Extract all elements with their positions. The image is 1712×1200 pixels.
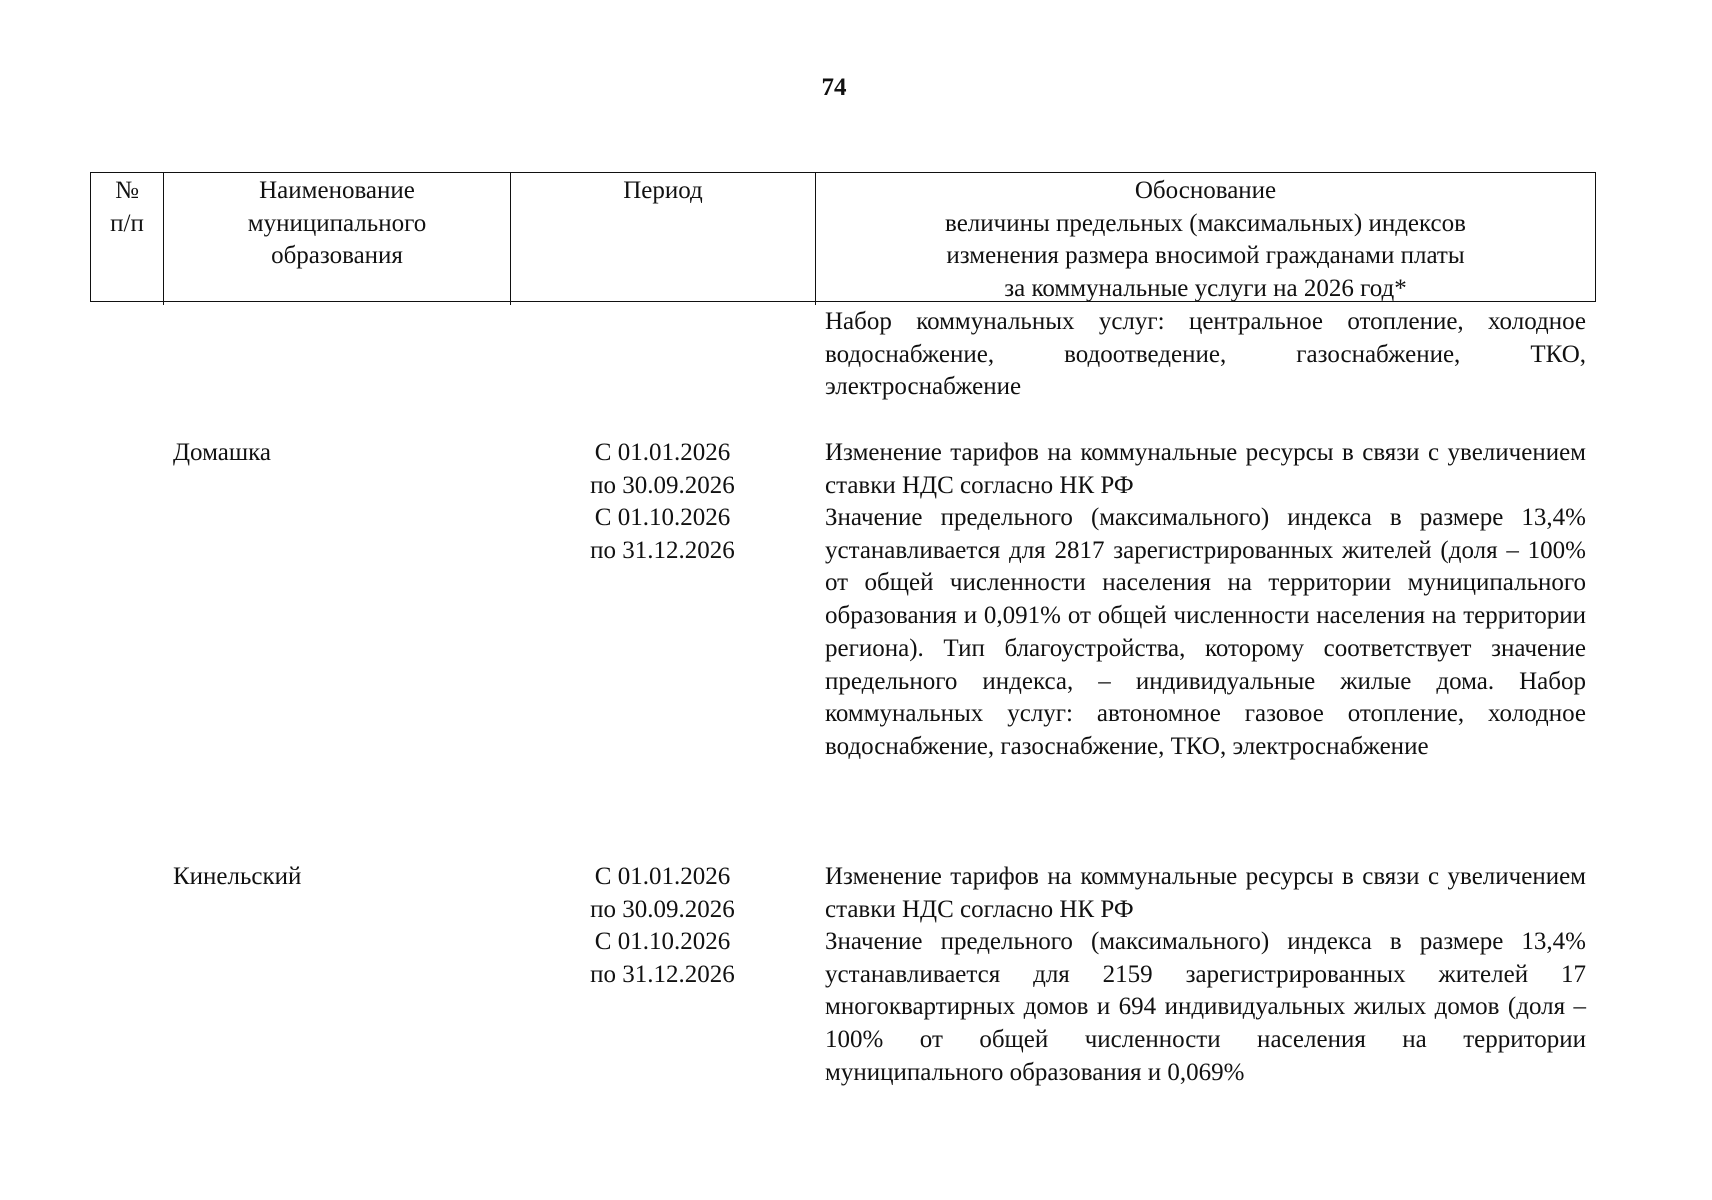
header-text: образования [271, 242, 403, 269]
period-line: по 30.09.2026 [590, 471, 735, 499]
header-municipality-column [163, 173, 510, 305]
period-line: С 01.10.2026 [594, 504, 731, 532]
period-line: С 01.01.2026 [594, 863, 731, 890]
header-text: Наименование [259, 177, 415, 204]
period-cell [560, 437, 765, 568]
header-text: № [115, 177, 139, 204]
period-cell [560, 861, 765, 992]
period-line: С 01.01.2026 [594, 439, 731, 466]
period-line: по 30.09.2026 [590, 895, 735, 923]
period-line: по 31.12.2026 [590, 961, 735, 989]
table-header [90, 172, 1596, 302]
municipality-name: Кинельский [173, 863, 302, 890]
header-text: за коммунальные услуги на 2026 год* [1004, 274, 1407, 302]
reason-text: Изменение тарифов на коммунальные ресурсы в связи с увеличением ставки НДС согласно НК РФ [825, 439, 1586, 499]
continuation-text: Набор коммунальных услуг: центральное отопление, холодное водоснабжение, водоотведение, газоснабжение, ТКО, электроснабжение [825, 308, 1586, 401]
header-text: величины предельных (максимальных) индексов [945, 209, 1466, 237]
header-justification-column [815, 173, 1595, 305]
period-line: по 31.12.2026 [590, 537, 735, 565]
header-text: муниципального [247, 209, 427, 237]
municipality-name: Домашка [173, 439, 271, 466]
header-number-column [91, 173, 163, 305]
page-number: 74 [821, 74, 847, 101]
header-text: Обоснование [1134, 177, 1277, 204]
header-text: п/п [110, 209, 144, 237]
header-text: Период [623, 177, 703, 204]
justification-text: Значение предельного (максимального) индекса в размере 13,4% устанавливается для 2159 зарегистрированных жителей 17 многоквартирных домов и 694 индивидуальных жилых домов (доля – 100% от общей численности населения на территории муниципального образования и 0,069% [825, 928, 1586, 1086]
header-text: изменения размера вносимой гражданами платы [946, 242, 1465, 269]
header-period-column [510, 173, 815, 305]
reason-text: Изменение тарифов на коммунальные ресурсы в связи с увеличением ставки НДС согласно НК РФ [825, 863, 1586, 923]
justification-text: Значение предельного (максимального) индекса в размере 13,4% устанавливается для 2817 зарегистрированных жителей (доля – 100% от общей численности населения на территории муниципального образования и 0,091% от общей численности населения на территории региона). Тип благоустройства, которому соответствует значение предельного индекса, – индивидуальные жилые дома. Набор коммунальных услуг: автономное газовое отопление, холодное водоснабжение, газоснабжение, ТКО, электроснабжение [825, 504, 1586, 760]
period-line: С 01.10.2026 [594, 928, 731, 956]
